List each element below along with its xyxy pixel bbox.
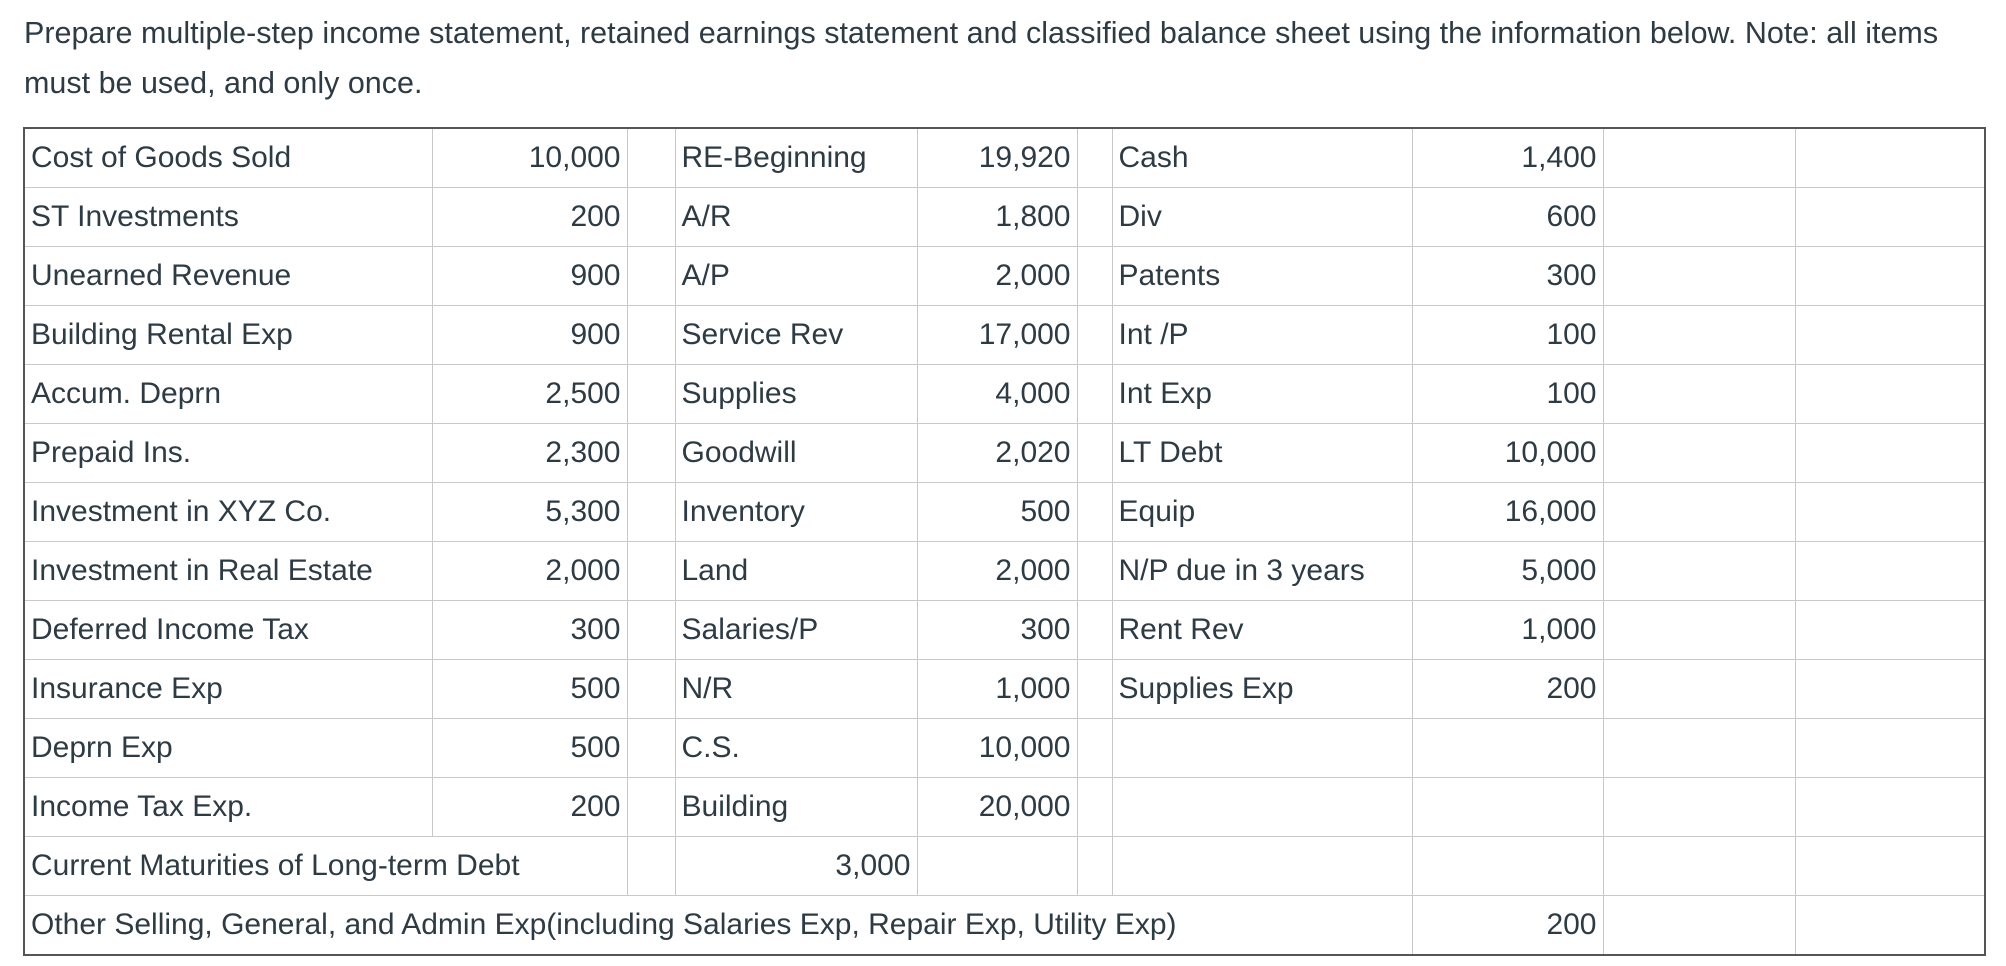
item-label: Deferred Income Tax <box>24 601 432 660</box>
spacer-cell <box>627 719 675 778</box>
spacer-cell <box>1077 601 1112 660</box>
item-value: 300 <box>1412 247 1603 306</box>
item-label: Accum. Deprn <box>24 365 432 424</box>
item-label: Investment in XYZ Co. <box>24 483 432 542</box>
item-value: 600 <box>1412 188 1603 247</box>
item-value: 2,000 <box>432 542 627 601</box>
table-row <box>24 365 1985 424</box>
item-label: Inventory <box>675 483 917 542</box>
empty-cell <box>1795 365 1985 424</box>
item-value: 2,020 <box>917 424 1077 483</box>
empty-cell <box>1795 542 1985 601</box>
item-value: 2,000 <box>917 247 1077 306</box>
item-value: 900 <box>432 306 627 365</box>
item-label: Insurance Exp <box>24 660 432 719</box>
empty-cell <box>1795 306 1985 365</box>
item-label: Other Selling, General, and Admin Exp(including Salaries Exp, Repair Exp, Utility Exp) <box>24 896 1412 956</box>
item-value: 10,000 <box>1412 424 1603 483</box>
item-label: Building <box>675 778 917 837</box>
empty-cell <box>1795 483 1985 542</box>
empty-cell <box>1603 837 1795 896</box>
item-value <box>1412 719 1603 778</box>
table-row <box>24 660 1985 719</box>
spacer-cell <box>1077 778 1112 837</box>
item-value: 10,000 <box>432 128 627 188</box>
item-label: Salaries/P <box>675 601 917 660</box>
empty-cell <box>1603 306 1795 365</box>
item-value: 19,920 <box>917 128 1077 188</box>
item-value: 1,400 <box>1412 128 1603 188</box>
item-label: Cash <box>1112 128 1412 188</box>
item-value: 2,300 <box>432 424 627 483</box>
spacer-cell <box>627 365 675 424</box>
table-row <box>24 424 1985 483</box>
item-label: Int /P <box>1112 306 1412 365</box>
item-value <box>1412 778 1603 837</box>
empty-cell <box>1795 660 1985 719</box>
item-label: C.S. <box>675 719 917 778</box>
item-label: Supplies <box>675 365 917 424</box>
table-row <box>24 128 1985 188</box>
item-value: 4,000 <box>917 365 1077 424</box>
spacer-cell <box>627 188 675 247</box>
item-label: Cost of Goods Sold <box>24 128 432 188</box>
empty-cell <box>1603 424 1795 483</box>
empty-cell <box>1795 896 1985 956</box>
empty-cell <box>1412 837 1603 896</box>
item-value: 20,000 <box>917 778 1077 837</box>
empty-cell <box>1795 128 1985 188</box>
item-value: 200 <box>1412 660 1603 719</box>
item-value: 17,000 <box>917 306 1077 365</box>
empty-cell <box>1603 601 1795 660</box>
item-label: N/P due in 3 years <box>1112 542 1412 601</box>
spacer-cell <box>1077 424 1112 483</box>
spacer-cell <box>627 424 675 483</box>
table-row <box>24 719 1985 778</box>
instructions-text: Prepare multiple-step income statement, retained earnings statement and classified balance sheet using the information below. Note: all items must be used, and only once. <box>24 16 1939 100</box>
spacer-cell <box>627 247 675 306</box>
item-label: A/P <box>675 247 917 306</box>
empty-cell <box>1795 719 1985 778</box>
item-value: 1,800 <box>917 188 1077 247</box>
table-row <box>24 778 1985 837</box>
spacer-cell <box>627 778 675 837</box>
empty-cell <box>1603 778 1795 837</box>
item-value: 100 <box>1412 306 1603 365</box>
spacer-cell <box>1077 128 1112 188</box>
item-label: Income Tax Exp. <box>24 778 432 837</box>
spacer-cell <box>1077 660 1112 719</box>
item-value: 500 <box>432 660 627 719</box>
spacer-cell <box>627 128 675 188</box>
empty-cell <box>1603 542 1795 601</box>
spacer-cell <box>627 306 675 365</box>
empty-cell <box>1795 601 1985 660</box>
empty-cell <box>1795 837 1985 896</box>
item-label <box>1112 778 1412 837</box>
table-row <box>24 247 1985 306</box>
spacer-cell <box>1077 719 1112 778</box>
item-label: Equip <box>1112 483 1412 542</box>
item-value: 300 <box>917 601 1077 660</box>
item-value: 300 <box>432 601 627 660</box>
item-value: 5,300 <box>432 483 627 542</box>
spacer-cell <box>627 542 675 601</box>
item-value: 2,500 <box>432 365 627 424</box>
item-label: Int Exp <box>1112 365 1412 424</box>
item-value: 500 <box>432 719 627 778</box>
table-row <box>24 601 1985 660</box>
item-label: Unearned Revenue <box>24 247 432 306</box>
empty-cell <box>1603 365 1795 424</box>
empty-cell <box>1603 719 1795 778</box>
item-value: 5,000 <box>1412 542 1603 601</box>
item-value: 100 <box>1412 365 1603 424</box>
item-value: 200 <box>1412 896 1603 956</box>
item-label: Div <box>1112 188 1412 247</box>
empty-cell <box>1795 424 1985 483</box>
item-value: 1,000 <box>1412 601 1603 660</box>
item-label: Land <box>675 542 917 601</box>
item-label: RE-Beginning <box>675 128 917 188</box>
table-row <box>24 896 1985 956</box>
item-value: 900 <box>432 247 627 306</box>
item-value: 2,000 <box>917 542 1077 601</box>
table-row <box>24 306 1985 365</box>
empty-cell <box>1603 128 1795 188</box>
item-value: 16,000 <box>1412 483 1603 542</box>
table-row <box>24 483 1985 542</box>
item-label: LT Debt <box>1112 424 1412 483</box>
spacer-cell <box>1077 483 1112 542</box>
item-label: Service Rev <box>675 306 917 365</box>
empty-cell <box>1112 837 1412 896</box>
empty-cell <box>1603 247 1795 306</box>
item-value: 3,000 <box>675 837 917 896</box>
item-label: Deprn Exp <box>24 719 432 778</box>
item-label: Goodwill <box>675 424 917 483</box>
spacer-cell <box>1077 306 1112 365</box>
item-label: N/R <box>675 660 917 719</box>
spacer-cell <box>627 837 675 896</box>
empty-cell <box>1795 778 1985 837</box>
item-value: 500 <box>917 483 1077 542</box>
item-label: Rent Rev <box>1112 601 1412 660</box>
item-label: Supplies Exp <box>1112 660 1412 719</box>
spacer-cell <box>1077 247 1112 306</box>
spacer-cell <box>627 601 675 660</box>
spacer-cell <box>1077 188 1112 247</box>
item-label: ST Investments <box>24 188 432 247</box>
empty-cell <box>1603 188 1795 247</box>
item-label: A/R <box>675 188 917 247</box>
table-row <box>24 188 1985 247</box>
empty-cell <box>1795 188 1985 247</box>
item-label: Current Maturities of Long-term Debt <box>24 837 627 896</box>
empty-cell <box>1603 896 1795 956</box>
item-value: 200 <box>432 778 627 837</box>
spacer-cell <box>1077 542 1112 601</box>
item-label: Prepaid Ins. <box>24 424 432 483</box>
item-value: 10,000 <box>917 719 1077 778</box>
item-label <box>1112 719 1412 778</box>
empty-cell <box>917 837 1077 896</box>
item-label: Patents <box>1112 247 1412 306</box>
spacer-cell <box>1077 837 1112 896</box>
spacer-cell <box>627 660 675 719</box>
item-value: 200 <box>432 188 627 247</box>
table-row <box>24 837 1985 896</box>
spacer-cell <box>627 483 675 542</box>
table-row <box>24 542 1985 601</box>
spacer-cell <box>1077 365 1112 424</box>
empty-cell <box>1603 660 1795 719</box>
item-label: Building Rental Exp <box>24 306 432 365</box>
account-items-table <box>23 127 1986 956</box>
empty-cell <box>1603 483 1795 542</box>
item-value: 1,000 <box>917 660 1077 719</box>
empty-cell <box>1795 247 1985 306</box>
item-label: Investment in Real Estate <box>24 542 432 601</box>
